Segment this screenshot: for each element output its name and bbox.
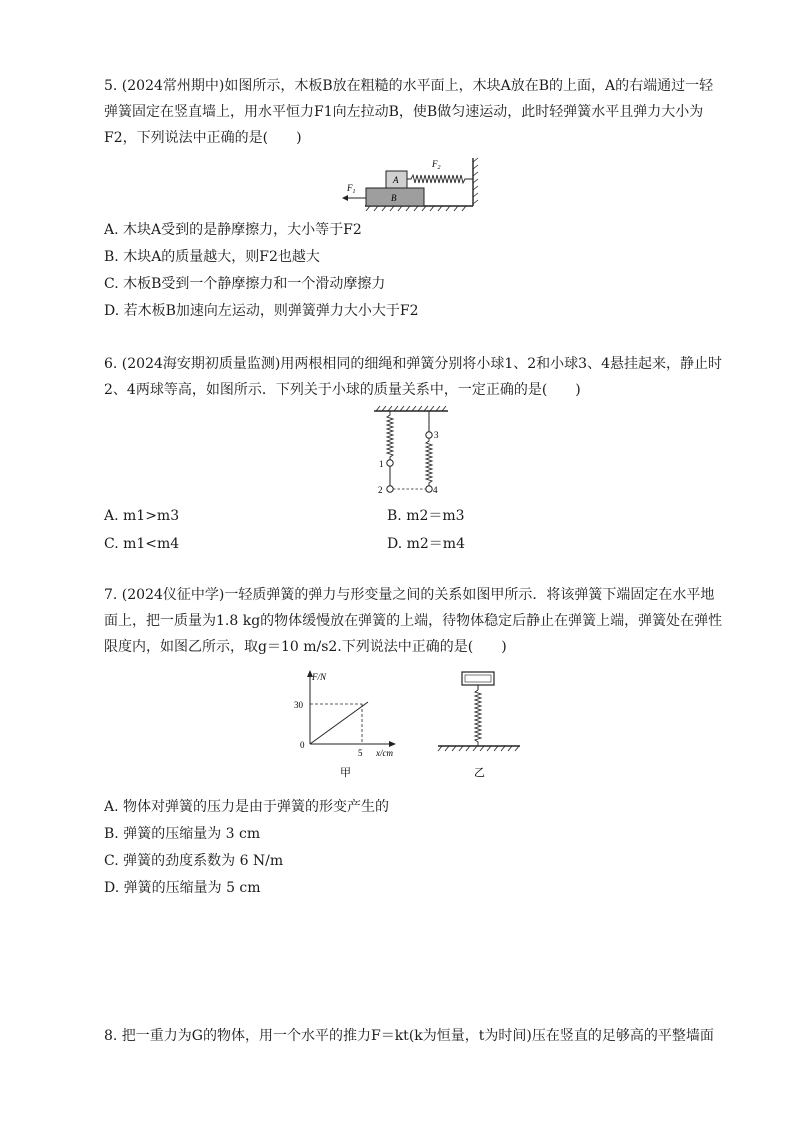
ball-1 (387, 460, 393, 466)
q7-origin: 0 (300, 740, 305, 750)
q6-figure (368, 403, 452, 498)
question-6-stem (104, 351, 724, 403)
q7-figure-yi (428, 668, 528, 782)
ball-2 (387, 486, 393, 492)
question-6 (104, 351, 724, 403)
ball-3 (426, 432, 432, 438)
question-5 (104, 73, 724, 151)
q5-option-c: C. 木板B受到一个静摩擦力和一个滑动摩擦力 (104, 276, 386, 292)
q6-stem-text: 6. (2024海安期初质量监测)用两根相同的细绳和弹簧分别将小球1、2和小球3、4悬挂起来，静止时2、4两球等高，如图所示．下列关于小球的质量关系中，一定正确的是( ) (104, 356, 722, 398)
q7-x-tick: 5 (358, 748, 363, 758)
q5-figure (340, 154, 486, 212)
q6-option-c: C. m1<m4 (104, 536, 180, 552)
label-a: A (393, 175, 399, 185)
q6-spring-right (426, 438, 432, 486)
ball-4 (426, 486, 432, 492)
q7-ylabel: F/N (312, 672, 327, 682)
q7-figure-jia (290, 668, 410, 782)
q7-xlabel: x/cm (376, 748, 393, 758)
question-7-stem (104, 582, 724, 660)
q7-option-d: D. 弹簧的压缩量为 5 cm (104, 880, 261, 896)
q7-block (462, 672, 494, 685)
question-7 (104, 582, 724, 660)
q7-caption-yi: 乙 (474, 767, 485, 779)
label-ball-1: 1 (379, 459, 384, 469)
label-b: B (391, 193, 397, 203)
q6-option-d: D. m2＝m4 (387, 536, 465, 552)
label-ball-2: 2 (378, 485, 383, 495)
q7-caption-jia: 甲 (340, 767, 351, 779)
q7-option-a: A. 物体对弹簧的压力是由于弹簧的形变产生的 (104, 799, 390, 815)
q5-option-d: D. 若木板B加速向左运动，则弹簧弹力大小大于F2 (104, 303, 419, 319)
q7-stem-text: 7. (2024仪征中学)一轻质弹簧的弹力与形变量之间的关系如图甲所示．将该弹簧下端固定在水平地面上，把一质量为1.8 kg的物体缓慢放在弹簧的上端，待物体稳定后静止在弹簧上端，弹簧处在弹性限度内，如图乙所示，取g＝10 m/s2.下列说法中正确的是( ) (104, 587, 723, 655)
q5-spring (407, 175, 473, 183)
q7-option-b: B. 弹簧的压缩量为 3 cm (104, 826, 261, 842)
q8-stem-text: 8. 把一重力为G的物体，用一个水平的推力F＝kt(k为恒量，t为时间)压在竖直的足够高的平整墙面 (104, 1028, 714, 1044)
q5-option-b: B. 木块A的质量越大，则F2也越大 (104, 249, 320, 265)
question-5-stem (104, 73, 724, 151)
label-f1: $F_1$ (347, 183, 356, 195)
q6-spring-left (387, 411, 393, 460)
label-f2: $F_2$ (432, 159, 441, 171)
q5-stem-text: 5. (2024常州期中)如图所示，木板B放在粗糙的水平面上，木块A放在B的上面，A的右端通过一轻弹簧固定在竖直墙上，用水平恒力F1向左拉动B，使B做匀速运动，此时轻弹簧水平且弹力大小为F2，下列说法中正确的是( ) (104, 78, 714, 146)
question-8-stem (104, 1023, 724, 1049)
q7-y-tick: 30 (294, 700, 303, 710)
q6-option-b: B. m2＝m3 (387, 508, 465, 524)
question-8 (104, 1023, 724, 1049)
label-ball-4: 4 (433, 485, 438, 495)
q5-option-a: A. 木块A受到的是静摩擦力，大小等于F2 (104, 222, 362, 238)
q6-option-a: A. m1>m3 (104, 508, 180, 524)
q7-option-c: C. 弹簧的劲度系数为 6 N/m (104, 853, 284, 869)
q7-graph-line (310, 702, 368, 744)
label-ball-3: 3 (434, 430, 439, 440)
q7-spring (475, 690, 481, 746)
